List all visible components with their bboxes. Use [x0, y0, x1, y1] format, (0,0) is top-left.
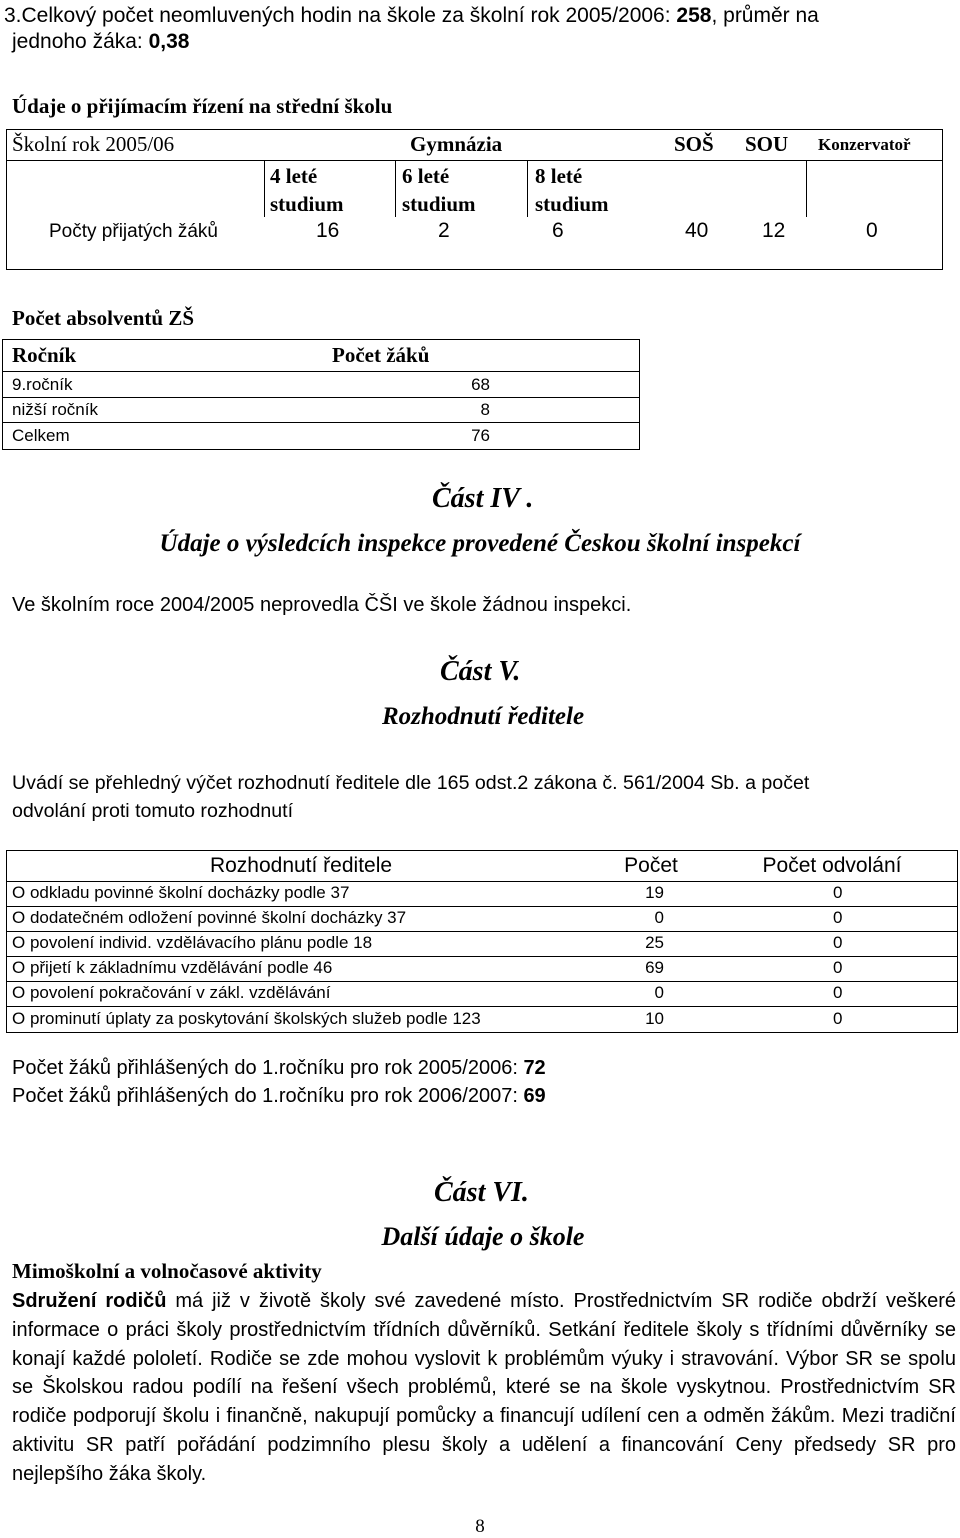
- decision-row-appeals: 0: [833, 883, 843, 902]
- decision-row-appeals: 0: [833, 933, 843, 952]
- graduates-row-label: nižší ročník: [12, 400, 98, 419]
- admitted-konzervator: 0: [866, 219, 878, 242]
- part5-subtitle: Rozhodnutí ředitele: [381, 703, 585, 730]
- decision-row-appeals: 0: [833, 908, 843, 927]
- admissions-table-rule: [6, 160, 943, 161]
- admitted-row-label: Počty přijatých žáků: [49, 221, 218, 242]
- enrolled-label-2005: Počet žáků přihlášených do 1.ročníku pro rok 2005/2006:: [12, 1057, 518, 1079]
- admissions-table-rule: [527, 160, 528, 217]
- decisions-table-rule: [6, 881, 958, 882]
- decision-row-label: O povolení individ. vzdělávacího plánu podle 18: [12, 933, 373, 952]
- part5-title: Část V.: [440, 656, 521, 687]
- sou-header: SOU: [745, 132, 789, 156]
- decision-row-count: 0: [654, 908, 664, 927]
- absence-summary-line1: [4, 2, 819, 30]
- decision-row-count: 25: [645, 933, 664, 952]
- graduates-heading: Počet absolventů ZŠ: [12, 306, 195, 330]
- parents-association-paragraph: [12, 1287, 956, 1489]
- decision-row-label: O přijetí k základnímu vzdělávání podle 46: [12, 958, 333, 977]
- graduates-col-count: Počet žáků: [332, 343, 430, 367]
- graduates-table: [2, 339, 640, 450]
- admitted-8-year: 6: [552, 219, 564, 242]
- admissions-table-rule: [395, 160, 396, 217]
- graduates-row-value: 68: [471, 375, 490, 394]
- col-4-year: [270, 162, 344, 218]
- graduates-row-label: Celkem: [12, 426, 70, 445]
- col-8-year-line1: 8 leté: [535, 164, 583, 188]
- school-year-label: Školní rok 2005/06: [12, 132, 175, 156]
- part6-subtitle: Další údaje o škole: [381, 1222, 585, 1251]
- decision-row-label: O odkladu povinné školní docházky podle 37: [12, 883, 350, 902]
- enrolled-label-2006: Počet žáků přihlášených do 1.ročníku pro rok 2006/2007:: [12, 1085, 518, 1107]
- part4-subtitle: Údaje o výsledcích inspekce provedené Českou školní inspekcí: [159, 530, 801, 557]
- admitted-sos: 40: [685, 219, 709, 242]
- col-8-year-line2: studium: [535, 192, 609, 216]
- decisions-table-rule: [6, 981, 958, 982]
- graduates-col-grade: Ročník: [12, 343, 77, 367]
- absence-summary-prefix: 3.Celkový počet neomluvených hodin na škole za školní rok 2005/2006:: [4, 4, 677, 27]
- decision-row-label: O prominutí úplaty za poskytování školských služeb podle 123: [12, 1009, 481, 1028]
- decision-row-appeals: 0: [833, 958, 843, 977]
- graduates-row-label: 9.ročník: [12, 375, 73, 394]
- graduates-table-rule: [2, 422, 640, 423]
- col-4-year-line1: 4 leté: [270, 164, 318, 188]
- decision-row-label: O povolení pokračování v zákl. vzdělávání: [12, 983, 331, 1002]
- enrolled-line-2005: [12, 1057, 546, 1080]
- col-6-year-line2: studium: [402, 192, 476, 216]
- absence-summary-line2: [12, 28, 189, 56]
- decisions-col-decision: Rozhodnutí ředitele: [209, 854, 393, 877]
- decision-row-appeals: 0: [833, 983, 843, 1002]
- decisions-table-rule: [6, 1006, 958, 1007]
- page-number: 8: [475, 1516, 485, 1537]
- admitted-6-year: 2: [438, 219, 450, 242]
- graduates-table-rule: [2, 371, 640, 372]
- decision-row-count: 69: [645, 958, 664, 977]
- graduates-row-value: 76: [471, 426, 490, 445]
- enrolled-value-2005: 72: [523, 1057, 546, 1079]
- decisions-table-rule: [6, 931, 958, 932]
- part5-intro-line2: odvolání proti tomuto rozhodnutí: [12, 800, 294, 822]
- konzervator-header: Konzervatoř: [818, 135, 911, 154]
- admissions-table-rule: [264, 160, 265, 217]
- parents-association-text: má již v životě školy své zavedené místo. Prostřednictvím SR rodiče obdrží veškeré informace o práci školy prostřednictvím třídních důvěrníků. Setkání ředitele školy s třídními důvěrníky se konají každé pololetí. Rodiče se zde mohou vyslovit k problémům výuky i stravování. Výbor SR se spolu se Školskou radou podílí na řešení všech problémů, které se na škole vyskytnou. Prostřednictvím SR rodiče podporují školu i finančně, nakupují pomůcky a financují udílení cen a odměn žákům. Mezi tradiční aktivitu SR patří pořádání podzimního plesu školy a udělení a financování Ceny předsedy SR pro nejlepšího žáka školy.: [12, 1290, 956, 1485]
- absence-average-value: 0,38: [148, 30, 190, 53]
- enrolled-value-2006: 69: [523, 1085, 546, 1107]
- absence-average-prefix: jednoho žáka:: [12, 30, 149, 53]
- decisions-table-rule: [6, 956, 958, 957]
- decision-row-count: 0: [654, 983, 664, 1002]
- activities-heading: Mimoškolní a volnočasové aktivity: [12, 1259, 322, 1283]
- part4-text: Ve školním roce 2004/2005 neprovedla ČŠI ve škole žádnou inspekci.: [12, 594, 632, 616]
- part6-title: Část VI.: [434, 1177, 529, 1208]
- col-4-year-line2: studium: [270, 192, 344, 216]
- absence-summary-mid: , průměr na: [711, 4, 819, 27]
- decision-row-label: O dodatečném odložení povinné školní docházky 37: [12, 908, 407, 927]
- graduates-row-value: 8: [480, 400, 490, 419]
- decisions-col-appeals: Počet odvolání: [762, 854, 902, 877]
- decision-row-appeals: 0: [833, 1009, 843, 1028]
- part4-title: Část IV .: [432, 483, 534, 514]
- sos-header: SOŠ: [674, 132, 714, 156]
- absence-total-hours: 258: [676, 4, 712, 27]
- enrolled-line-2006: [12, 1085, 546, 1108]
- admissions-table-rule: [806, 160, 807, 217]
- admitted-sou: 12: [762, 219, 786, 242]
- admitted-4-year: 16: [316, 219, 340, 242]
- admissions-heading: Údaje o přijímacím řízení na střední školu: [12, 94, 393, 118]
- col-6-year-line1: 6 leté: [402, 164, 450, 188]
- col-8-year: [535, 162, 609, 218]
- part5-intro-line1: Uvádí se přehledný výčet rozhodnutí ředitele dle 165 odst.2 zákona č. 561/2004 Sb. a počet: [12, 772, 810, 794]
- decision-row-count: 19: [645, 883, 664, 902]
- col-6-year: [402, 162, 476, 218]
- gymnazia-header: Gymnázia: [410, 132, 503, 156]
- decisions-col-count: Počet: [624, 854, 678, 877]
- parents-association-term: Sdružení rodičů: [12, 1290, 167, 1312]
- graduates-table-rule: [2, 397, 640, 398]
- decision-row-count: 10: [645, 1009, 664, 1028]
- decisions-table-rule: [6, 906, 958, 907]
